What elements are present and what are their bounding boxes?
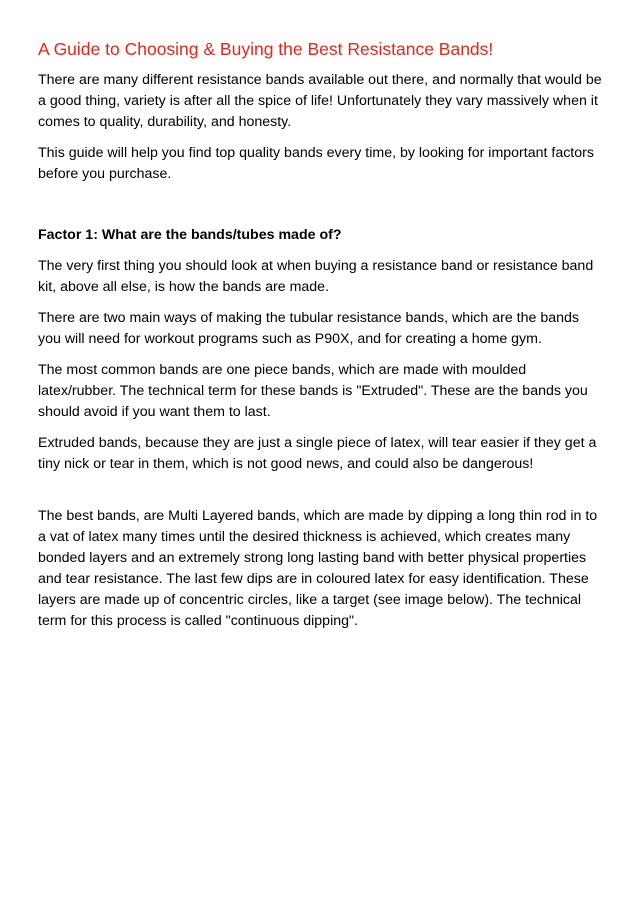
factor1-paragraph-5: The best bands, are Multi Layered bands, which are made by dipping a long thin rod in to a vat of latex many times until the desired thickness is achieved, which creates many bonded layers and an extremely strong long lasting band with better physical properties and tear resistance. The last few dips are in coloured latex for easy identification. These layers are made up of concentric circles, like a target (see image below). The technical term for this process is called "continuous dipping". (38, 508, 598, 629)
factor1-paragraph-4: Extruded bands, because they are just a single piece of latex, will tear easier if they get a tiny nick or tear in them, which is not good news, and could also be dangerous! (38, 435, 597, 472)
document-title: A Guide to Choosing & Buying the Best Resistance Bands! (38, 39, 494, 59)
spacer (38, 485, 604, 506)
intro-paragraph-1: There are many different resistance bands available out there, and normally that would be a good thing, variety is after all the spice of life! Unfortunately they vary massively when it comes to quality, durability, and honesty. (38, 72, 602, 130)
factor1-paragraph-1: The very first thing you should look at when buying a resistance band or resistance band kit, above all else, is how the bands are made. (38, 258, 594, 295)
factor1-paragraph-2: There are two main ways of making the tubular resistance bands, which are the bands you will need for workout programs such as P90X, and for creating a home gym. (38, 310, 579, 347)
document-page (38, 38, 604, 642)
spacer (38, 195, 604, 225)
factor1-paragraph-3: The most common bands are one piece bands, which are made with moulded latex/rubber. The technical term for these bands is "Extruded". These are the bands you should avoid if you want them to last. (38, 362, 588, 420)
factor1-heading: Factor 1: What are the bands/tubes made of? (38, 227, 342, 243)
intro-paragraph-2: This guide will help you find top quality bands every time, by looking for important factors before you purchase. (38, 145, 594, 182)
